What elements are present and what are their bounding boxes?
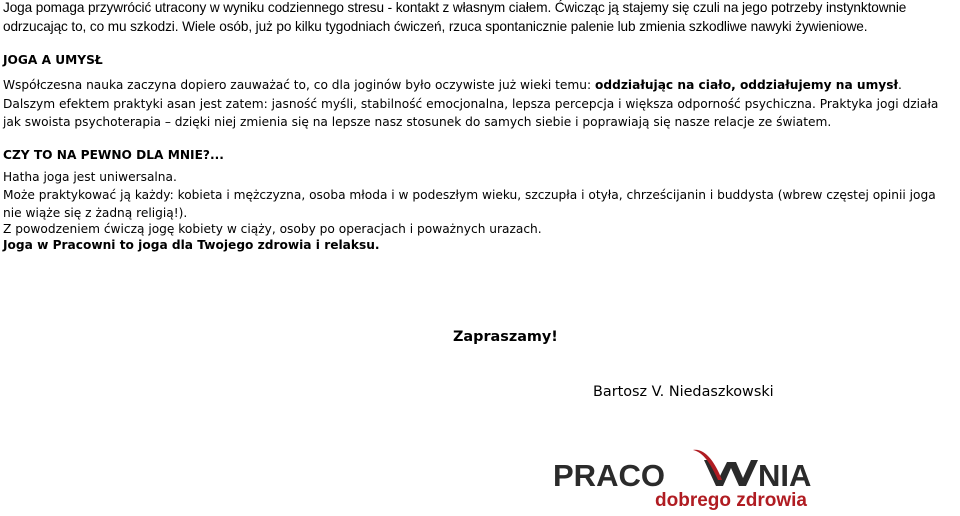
signature: Bartosz V. Niedaszkowski bbox=[593, 384, 774, 400]
pracownia-logo bbox=[553, 440, 813, 510]
p2-line1-text: Współczesna nauka zaczyna dopiero zauważać to, co dla joginów było oczywiste już wieki temu: bbox=[3, 78, 596, 92]
p3-line2: Może praktykować ją każdy: kobieta i mężczyzna, osoba młoda i w podeszłym wieku, szczupła i otyła, chrześcijanin i buddysta (wbrew częstej opinii joga bbox=[3, 188, 936, 202]
p1-line1: Joga pomaga przywrócić utracony w wyniku codziennego stresu - kontakt z własnym ciałem. Ćwicząc ją stajemy się czuli na jego potrzeby instynktownie bbox=[3, 0, 907, 15]
p2-line1 bbox=[3, 78, 902, 92]
logo-word-right: NIA bbox=[758, 458, 812, 493]
heading-joga-a-umysl: JOGA A UMYSŁ bbox=[3, 53, 103, 67]
p2-line3: jak swoista psychoterapia – dzięki niej zmienia się na lepsze nasz stosunek do samych siebie i poprawiają się nasze relacje ze światem. bbox=[3, 115, 832, 129]
p3-line3: nie wiąże się z żadną religią!). bbox=[3, 206, 188, 220]
p2-line1-end: . bbox=[898, 78, 902, 92]
logo-tagline: dobrego zdrowia bbox=[655, 490, 807, 510]
p3-line4: Z powodzeniem ćwiczą jogę kobiety w ciąży, osoby po operacjach i poważnych urazach. bbox=[3, 222, 542, 236]
p2-line1-bold: oddziałując na ciało, oddziałujemy na umysł bbox=[595, 78, 899, 92]
p2-line2: Dalszym efektem praktyki asan jest zatem: jasność myśli, stabilność emocjonalna, lepsza percepcja i większa odporność psychiczna. Praktyka jogi działa bbox=[3, 97, 939, 111]
p3-line1: Hatha joga jest uniwersalna. bbox=[3, 170, 177, 184]
heading-czy-to-na-pewno: CZY TO NA PEWNO DLA MNIE?... bbox=[3, 148, 224, 162]
logo-w-mark bbox=[693, 450, 758, 486]
logo-word-left: PRACO bbox=[553, 458, 665, 493]
p1-line2: odrzucając to, co mu szkodzi. Wiele osób, już po kilku tygodniach ćwiczeń, rzuca spontanicznie palenie lub zmienia szkodliwe nawyki żywieniowe. bbox=[3, 19, 868, 34]
invite-text: Zapraszamy! bbox=[453, 329, 558, 345]
pracownia-logo-svg bbox=[553, 440, 813, 510]
p3-line5: Joga w Pracowni to joga dla Twojego zdrowia i relaksu. bbox=[3, 238, 380, 252]
